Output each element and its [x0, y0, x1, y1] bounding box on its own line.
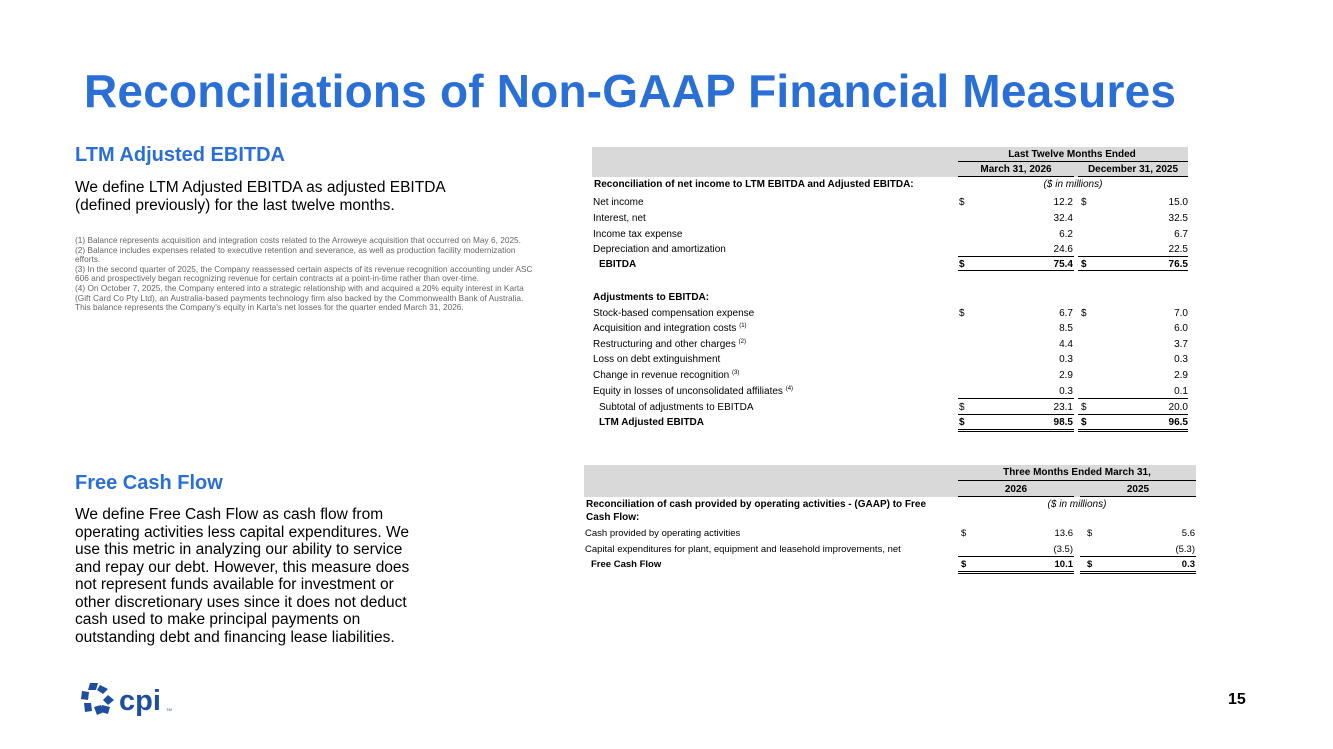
- footnote-ref: (2): [738, 339, 746, 345]
- rule: [1078, 398, 1188, 399]
- row-label: Net income: [593, 197, 644, 208]
- fcf-definition-line: not represent funds available for investment or: [75, 576, 394, 593]
- row-label: Income tax expense: [593, 229, 683, 240]
- period-header: Three Months Ended March 31,: [1003, 467, 1151, 478]
- table-row: [593, 195, 1188, 210]
- page-number: 15: [1228, 691, 1246, 708]
- table-row: [593, 227, 1188, 242]
- footnote-ref: (3): [732, 370, 740, 376]
- currency-symbol: $: [1081, 417, 1087, 428]
- value-col-1: 10.1: [1054, 559, 1073, 570]
- value-col-2: 22.5: [1168, 244, 1188, 255]
- cpi-logo: [80, 681, 176, 724]
- rule: [958, 270, 1074, 271]
- value-col-1: (3.5): [1053, 544, 1073, 555]
- header-rule: [958, 480, 1196, 481]
- rule: [958, 573, 1074, 574]
- col-header-1: 2026: [1004, 484, 1028, 495]
- units-label: ($ in millions): [1043, 179, 1103, 190]
- fcf-definition-line: We define Free Cash Flow as cash flow from: [75, 506, 384, 523]
- currency-symbol: $: [1081, 402, 1087, 413]
- section-label-text: Reconciliation of net income to LTM EBITDA and Adjusted EBITDA:: [594, 179, 914, 190]
- table-row: [593, 384, 1188, 399]
- footnote-ref: (1): [739, 323, 747, 329]
- table-row: [585, 542, 1196, 557]
- section-label-text: Reconciliation of cash provided by operating activities - (GAAP) to Free: [586, 499, 927, 510]
- rule: [1078, 270, 1188, 271]
- currency-symbol: $: [1081, 308, 1087, 319]
- table-row: [593, 306, 1188, 321]
- rule: [958, 571, 1074, 572]
- value-col-2: 6.7: [1174, 229, 1188, 240]
- table-row: [593, 400, 1188, 415]
- value-col-1: 0.3: [1059, 386, 1073, 397]
- rule: [958, 429, 1074, 430]
- currency-symbol: $: [1087, 528, 1093, 539]
- value-col-1: 24.6: [1053, 244, 1073, 255]
- section-label-text: Cash Flow:: [586, 512, 640, 523]
- value-col-2: 0.1: [1174, 386, 1188, 397]
- value-col-2: 20.0: [1168, 402, 1188, 413]
- table-row: [585, 526, 1196, 541]
- table-row: [593, 352, 1188, 367]
- fcf-definition-line: use this metric in analyzing our ability to service: [75, 541, 403, 558]
- col-header-2: December 31, 2025: [1087, 164, 1179, 175]
- value-col-1: 8.5: [1059, 323, 1073, 334]
- row-label: Depreciation and amortization: [593, 244, 726, 255]
- col-header-2: 2025: [1126, 484, 1150, 495]
- fcf-definition: [75, 506, 409, 646]
- row-label: Equity in losses of unconsolidated affiliates $^{(4)}$: [593, 386, 794, 397]
- value-col-2: 96.5: [1168, 417, 1188, 428]
- row-label: Subtotal of adjustments to EBITDA: [599, 402, 754, 413]
- table-row: [593, 211, 1188, 226]
- currency-symbol: $: [961, 528, 967, 539]
- value-col-1: 23.1: [1053, 402, 1073, 413]
- value-col-1: 6.7: [1059, 308, 1073, 319]
- rule: [958, 414, 1074, 415]
- value-col-1: 75.4: [1053, 259, 1073, 270]
- rule: [1080, 556, 1196, 557]
- value-col-1: 2.9: [1059, 370, 1073, 381]
- rule: [1078, 414, 1188, 415]
- rule: [1078, 256, 1188, 257]
- col-header-1: March 31, 2026: [980, 164, 1052, 175]
- value-col-2: 5.6: [1181, 528, 1195, 539]
- header-rule: [958, 161, 1188, 162]
- rule: [958, 398, 1074, 399]
- table-row: [593, 321, 1188, 336]
- currency-symbol: $: [959, 197, 965, 208]
- fcf-definition-line: cash used to make principal payments on: [75, 611, 361, 628]
- page-title: Reconciliations of Non-GAAP Financial Measures: [84, 65, 1177, 117]
- currency-symbol: $: [1081, 197, 1087, 208]
- ebitda-definition: [75, 179, 446, 214]
- row-label: EBITDA: [599, 259, 637, 270]
- value-col-2: 0.3: [1181, 559, 1195, 570]
- cpi-logo-mark-icon: [80, 681, 176, 719]
- value-col-2: 32.5: [1168, 213, 1188, 224]
- row-label: Loss on debt extinguishment: [593, 354, 721, 365]
- units-label: ($ in millions): [1047, 499, 1107, 510]
- table-row: [585, 557, 1196, 572]
- value-col-2: 2.9: [1174, 370, 1188, 381]
- rule: [1080, 573, 1196, 574]
- rule: [958, 556, 1074, 557]
- cpi-logo-text: cpi: [119, 685, 161, 717]
- ebitda-definition-line: We define LTM Adjusted EBITDA as adjusted EBITDA: [75, 179, 446, 196]
- ebitda-definition-line: (defined previously) for the last twelve months.: [75, 196, 395, 214]
- value-col-1: 13.6: [1054, 528, 1073, 539]
- value-col-2: 6.0: [1174, 323, 1188, 334]
- value-col-1: 98.5: [1053, 417, 1073, 428]
- currency-symbol: $: [959, 259, 965, 270]
- table-row: [593, 415, 1188, 430]
- row-label: Restructuring and other charges $^{(2)}$: [593, 339, 746, 350]
- value-col-2: 76.5: [1168, 259, 1188, 270]
- value-col-1: 32.4: [1053, 213, 1073, 224]
- footnote: (2) Balance includes expenses related to executive retention and severance, as well as production facility modernization efforts.: [75, 244, 516, 265]
- footnote: (3) In the second quarter of 2025, the Company reassessed certain aspects of its revenue recognition accounting under ASC 606 and prospectively began recognizing revenue for certain contracts at a point-in-time rather than over-time.: [75, 263, 533, 284]
- rule: [958, 431, 1074, 432]
- row-label: Adjustments to EBITDA:: [593, 292, 710, 303]
- rule: [958, 256, 1074, 257]
- row-label: Capital expenditures for plant, equipment and leasehold improvements, net: [585, 544, 901, 555]
- value-col-1: 0.3: [1059, 354, 1073, 365]
- table-row: [593, 242, 1188, 257]
- row-label: Stock-based compensation expense: [593, 308, 755, 319]
- fcf-definition-line: and repay our debt. However, this measure does: [75, 558, 410, 576]
- currency-symbol: $: [959, 308, 965, 319]
- rule: [1078, 429, 1188, 430]
- footnote: (4) On October 7, 2025, the Company entered into a strategic relationship with and acquired a 20% equity interest in Karta (Gift Card Co Pty Ltd), an Australia-based payments technology firm also backed by the Commonwealth Bank of Australia. This balance represents the Company's equity in Karta's net losses for the quarter ended March 31, 2026.: [75, 282, 524, 313]
- table-row: [593, 337, 1188, 352]
- currency-symbol: $: [959, 417, 965, 428]
- row-label: Acquisition and integration costs $^{(1)}$: [593, 323, 747, 334]
- period-header: Last Twelve Months Ended: [1008, 149, 1136, 160]
- row-label: Interest, net: [593, 213, 646, 224]
- currency-symbol: $: [1087, 559, 1093, 570]
- value-col-2: 7.0: [1174, 308, 1188, 319]
- ebitda-heading: LTM Adjusted EBITDA: [75, 144, 285, 166]
- rule: [1080, 571, 1196, 572]
- fcf-definition-line: operating activities less capital expenditures. We: [75, 523, 409, 541]
- row-label: LTM Adjusted EBITDA: [599, 417, 704, 428]
- table-row: [593, 290, 1188, 305]
- value-col-1: 6.2: [1059, 229, 1073, 240]
- row-label: Free Cash Flow: [591, 559, 662, 570]
- rule: [1078, 431, 1188, 432]
- row-label: Change in revenue recognition $^{(3)}$: [593, 370, 740, 381]
- row-label: Cash provided by operating activities: [585, 528, 741, 539]
- trademark-mark: TM: [166, 707, 172, 712]
- currency-symbol: $: [1081, 259, 1087, 270]
- value-col-1: 4.4: [1059, 339, 1073, 350]
- footnotes: [75, 236, 537, 313]
- fcf-definition-line: outstanding debt and financing lease liabilities.: [75, 628, 395, 646]
- value-col-2: 3.7: [1174, 339, 1188, 350]
- value-col-2: 15.0: [1168, 197, 1188, 208]
- footnote-ref: (4): [785, 386, 794, 392]
- currency-symbol: $: [959, 402, 965, 413]
- value-col-2: 0.3: [1174, 354, 1188, 365]
- currency-symbol: $: [961, 559, 967, 570]
- value-col-1: 12.2: [1053, 197, 1073, 208]
- footnote: (1) Balance represents acquisition and integration costs related to the Arroweye acquisition that occurred on May 6, 2025.: [75, 235, 521, 245]
- fcf-definition-line: other discretionary uses since it does not deduct: [75, 593, 407, 611]
- table-row: [593, 368, 1188, 383]
- value-col-2: (5.3): [1175, 544, 1195, 555]
- fcf-heading: Free Cash Flow: [75, 472, 223, 494]
